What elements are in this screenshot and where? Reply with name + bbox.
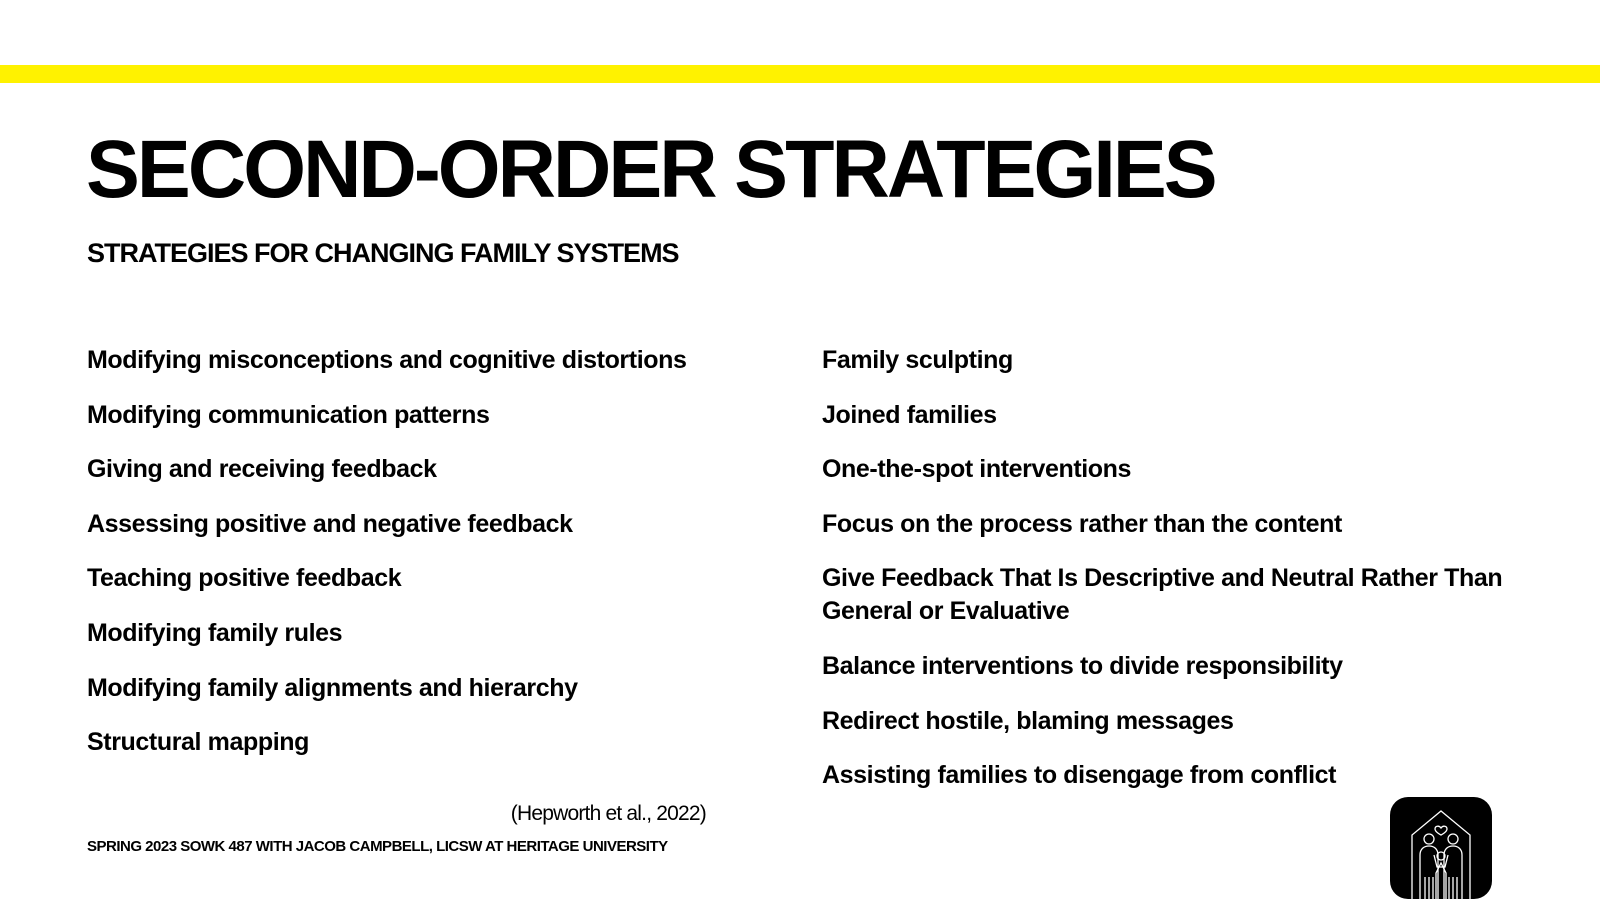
list-item: Joined families [822, 400, 997, 429]
logo-badge [1390, 797, 1492, 899]
list-item: Focus on the process rather than the content [822, 509, 1342, 538]
list-item: Balance interventions to divide responsibility [822, 651, 1343, 680]
right-strategy-list [822, 344, 1522, 814]
family-house-icon [1390, 797, 1492, 899]
list-item: Modifying communication patterns [87, 400, 490, 429]
list-item: Modifying family alignments and hierarchy [87, 673, 578, 702]
list-item: Family sculpting [822, 346, 1013, 374]
slide-subtitle: STRATEGIES FOR CHANGING FAMILY SYSTEMS [87, 238, 679, 268]
list-item: Assessing positive and negative feedback [87, 509, 573, 538]
list-item: Give Feedback That Is Descriptive and Neutral Rather Than General or Evaluative [822, 564, 1503, 626]
list-item: Assisting families to disengage from conflict [822, 761, 1337, 790]
accent-bar [0, 65, 1600, 83]
list-item: Giving and receiving feedback [87, 455, 437, 484]
slide-title: SECOND-ORDER STRATEGIES [86, 124, 1215, 215]
list-item: Modifying family rules [87, 618, 343, 647]
footer-course-info: SPRING 2023 SOWK 487 WITH JACOB CAMPBELL, LICSW AT HERITAGE UNIVERSITY [87, 838, 668, 855]
list-item: One-the-spot interventions [822, 455, 1132, 484]
list-item: Teaching positive feedback [87, 564, 402, 593]
citation: (Hepworth et al., 2022) [510, 802, 706, 825]
list-item: Redirect hostile, blaming messages [822, 706, 1234, 735]
left-strategy-list [87, 344, 787, 781]
list-item: Structural mapping [87, 728, 309, 757]
list-item: Modifying misconceptions and cognitive distortions [87, 346, 687, 374]
